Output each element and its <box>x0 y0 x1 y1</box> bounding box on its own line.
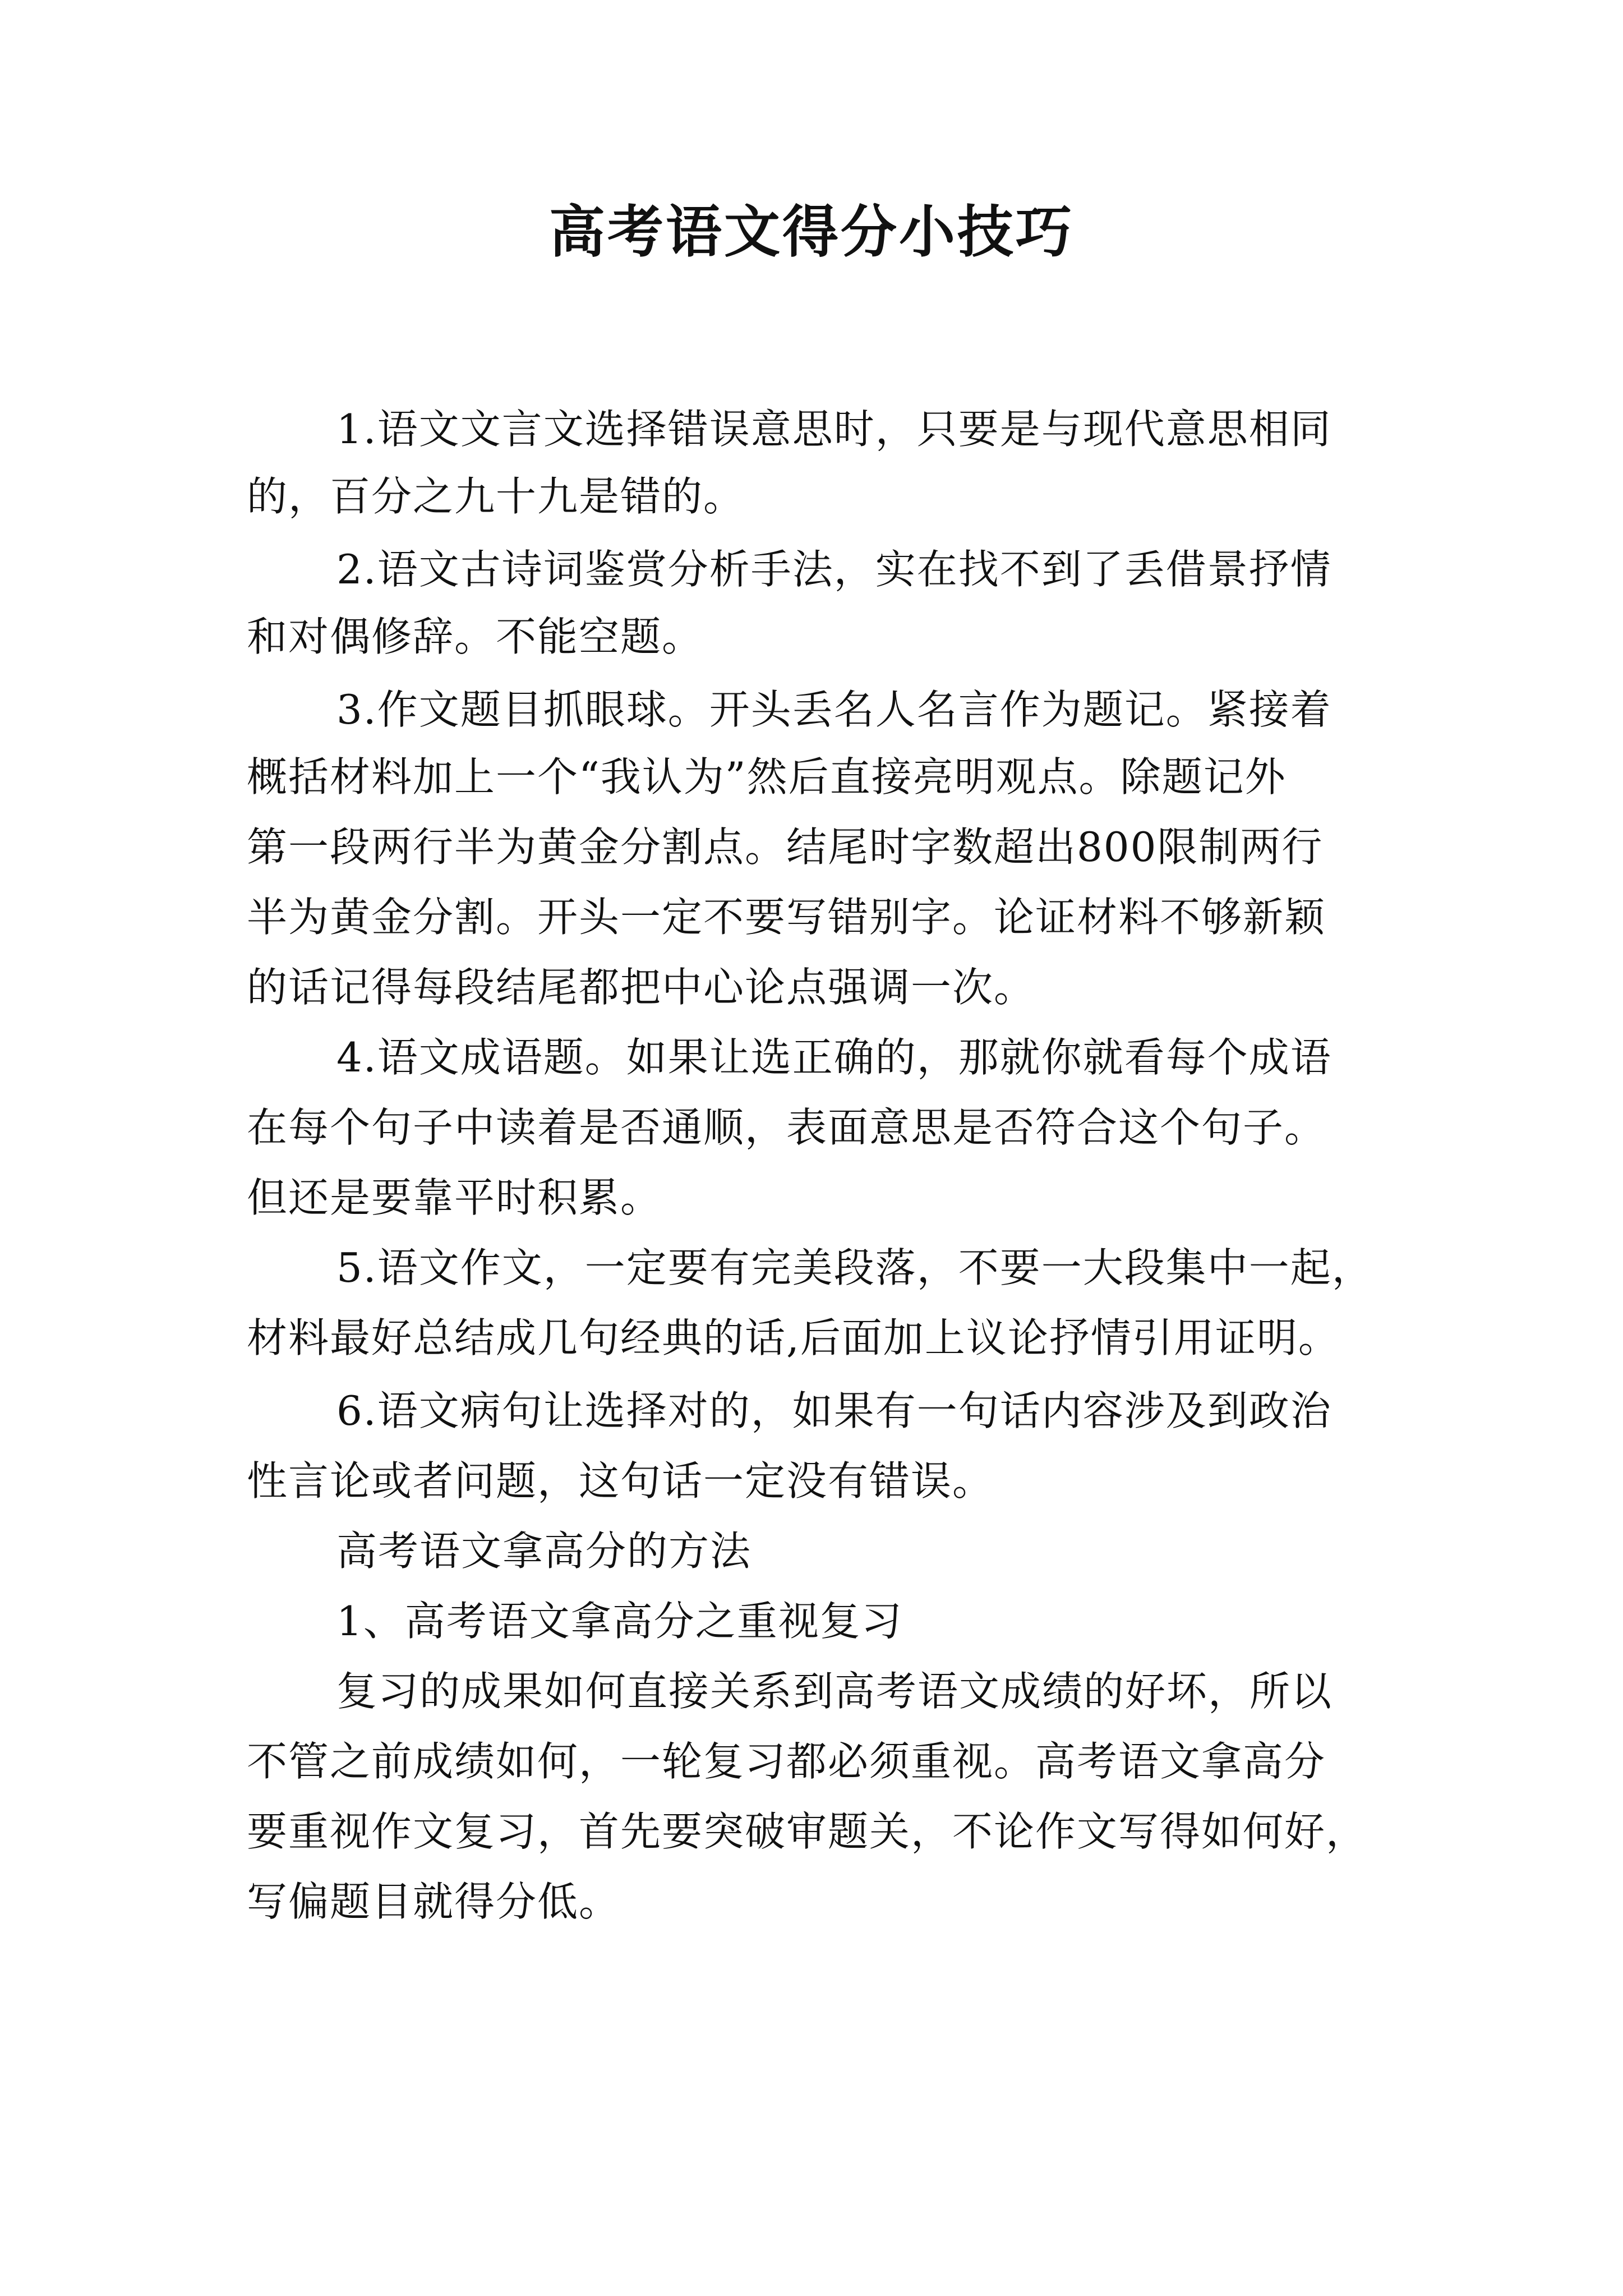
paragraph-1-line-1: 1.语文文言文选择错误意思时，只要是与现代意思相同 <box>336 406 1332 453</box>
paragraph-3-line-4: 半为黄金分割。开头一定不要写错别字。论证材料不够新颖 <box>247 894 1326 941</box>
paragraph-4-line-3: 但还是要靠平时积累。 <box>247 1174 662 1221</box>
paragraph-7-line-3: 要重视作文复习，首先要突破审题关，不论作文写得如何好， <box>247 1808 1368 1855</box>
paragraph-3-line-2: 概括材料加上一个“我认为”然后直接亮明观点。除题记外 <box>247 753 1287 800</box>
paragraph-6-line-1: 6.语文病句让选择对的，如果有一句话内容涉及到政治 <box>336 1387 1332 1434</box>
paragraph-5-line-1: 5.语文作文，一定要有完美段落，不要一大段集中一起， <box>336 1244 1373 1291</box>
paragraph-3-line-3: 第一段两行半为黄金分割点。结尾时字数超出800限制两行 <box>247 823 1324 871</box>
paragraph-7-line-4: 写偏题目就得分低。 <box>247 1878 621 1925</box>
paragraph-7-line-1: 复习的成果如何直接关系到高考语文成绩的好坏，所以 <box>336 1668 1333 1715</box>
paragraph-2-line-1: 2.语文古诗词鉴赏分析手法，实在找不到了丢借景抒情 <box>336 546 1332 593</box>
subsection-heading: 1、高考语文拿高分之重视复习 <box>336 1598 903 1645</box>
paragraph-4-line-1: 4.语文成语题。如果让选正确的，那就你就看每个成语 <box>336 1034 1332 1081</box>
page-title: 高考语文得分小技巧 <box>549 199 1074 265</box>
paragraph-6-line-2: 性言论或者问题，这句话一定没有错误。 <box>247 1457 994 1504</box>
paragraph-7-line-2: 不管之前成绩如何，一轮复习都必须重视。高考语文拿高分 <box>247 1738 1326 1785</box>
section-heading: 高考语文拿高分的方法 <box>336 1527 752 1575</box>
paragraph-3-line-5: 的话记得每段结尾都把中心论点强调一次。 <box>247 964 1036 1011</box>
paragraph-4-line-2: 在每个句子中读着是否通顺，表面意思是否符合这个句子。 <box>247 1104 1326 1151</box>
paragraph-3-line-1: 3.作文题目抓眼球。开头丢名人名言作为题记。紧接着 <box>336 686 1332 733</box>
paragraph-1-line-2: 的，百分之九十九是错的。 <box>247 473 745 520</box>
paragraph-2-line-2: 和对偶修辞。不能空题。 <box>247 613 704 660</box>
paragraph-5-line-2: 材料最好总结成几句经典的话,后面加上议论抒情引用证明。 <box>247 1314 1340 1361</box>
